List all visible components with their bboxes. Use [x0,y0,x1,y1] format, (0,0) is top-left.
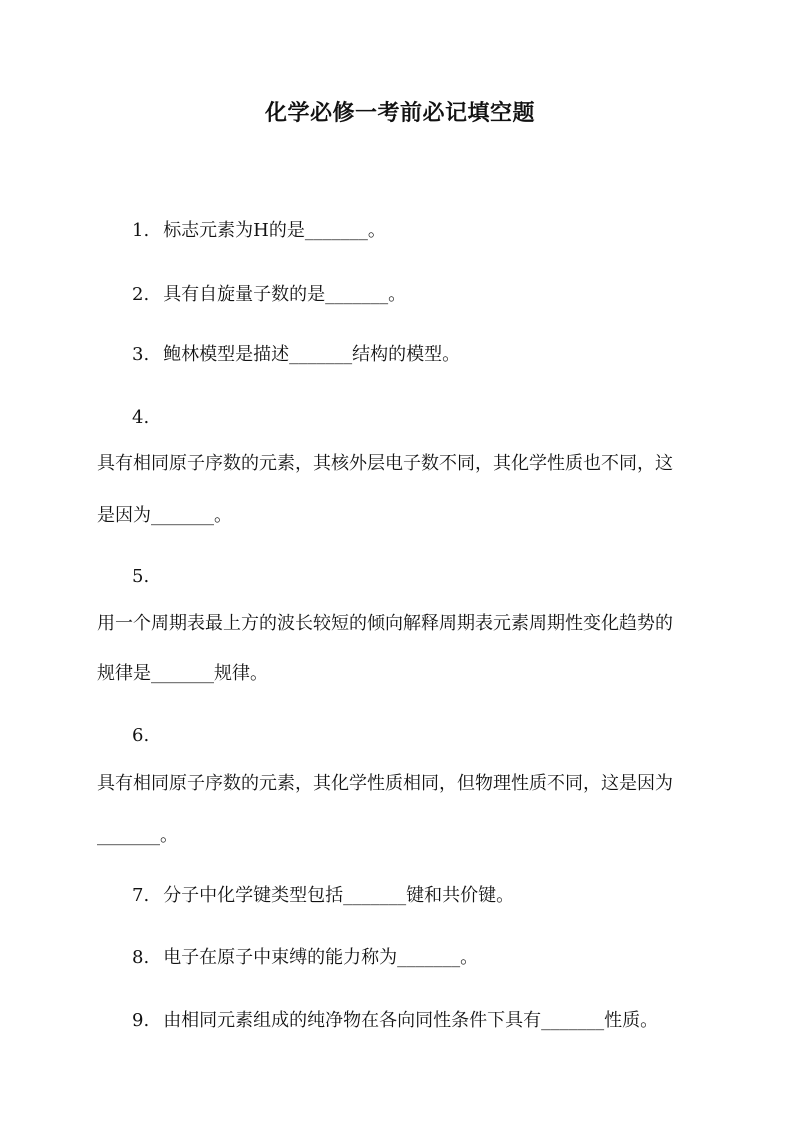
question-number: 1. [132,220,150,241]
question-number: 8. [132,947,150,968]
question-2 [132,283,406,307]
question-text: 鲍林模型是描述_______结构的模型。 [163,344,461,365]
question-text: 由相同元素组成的纯净物在各向同性条件下具有_______性质。 [163,1010,659,1031]
question-1 [132,219,386,243]
question-5-line-1: 用一个周期表最上方的波长较短的倾向解释周期表元素周期性变化趋势的 [97,613,673,634]
question-number: 9. [132,1010,150,1031]
question-3 [132,343,460,367]
page-title: 化学必修一考前必记填空题 [264,100,535,126]
question-4-line-1: 具有相同原子序数的元素，其核外层电子数不同，其化学性质也不同，这 [97,453,673,474]
question-text: 分子中化学键类型包括_______键和共价键。 [163,885,515,906]
question-7 [132,884,514,908]
question-8 [132,946,478,970]
question-number: 2. [132,284,150,305]
question-6-number: 6. [132,725,150,746]
question-6-line-2: _______。 [97,825,178,846]
question-4-number: 4. [132,407,150,428]
question-5-number: 5. [132,566,150,587]
question-number: 7. [132,885,150,906]
question-4-line-2: 是因为_______。 [97,505,232,526]
question-text: 具有自旋量子数的是_______。 [163,284,407,305]
question-text: 电子在原子中束缚的能力称为_______。 [163,947,479,968]
question-number: 3. [132,344,150,365]
question-5-line-2: 规律是_______规律。 [97,663,268,684]
question-9 [132,1009,658,1033]
question-6-line-1: 具有相同原子序数的元素，其化学性质相同，但物理性质不同，这是因为 [97,773,673,794]
question-text: 标志元素为H的是_______。 [163,220,386,241]
